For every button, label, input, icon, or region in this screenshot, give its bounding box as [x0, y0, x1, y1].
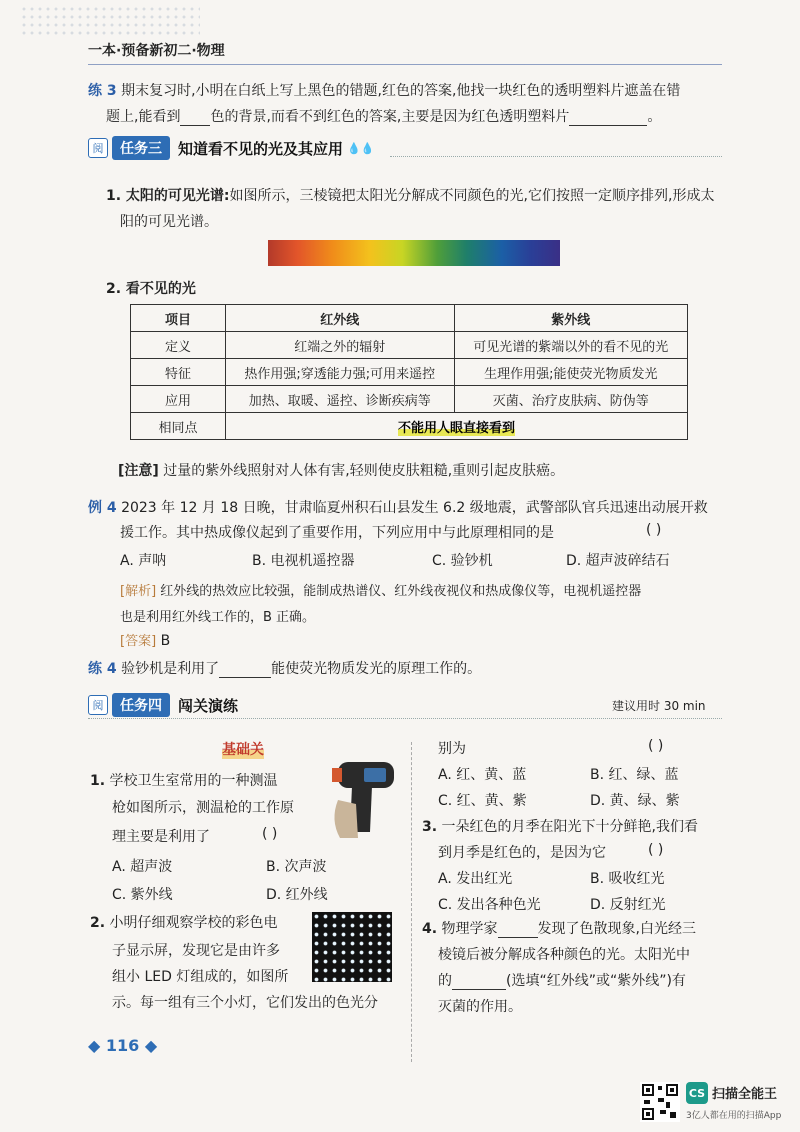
qr-code-icon	[640, 1082, 680, 1122]
note: [注意] 过量的紫外线照射对人体有害,轻则使皮肤粗糙,重则引起皮肤癌。	[118, 463, 565, 479]
q1-option-c: C. 紫外线	[112, 887, 173, 903]
answer-blank[interactable]	[180, 111, 210, 126]
example4-line2: 援工作。其中热成像仪起到了重要作用，下列应用中与此原理相同的是	[120, 525, 554, 541]
example4-option-b: B. 电视机遥控器	[252, 553, 355, 569]
example4-option-a: A. 声呐	[120, 553, 167, 569]
q2-line3: 组小 LED 灯组成的，如图所	[112, 969, 289, 985]
example4-option-c: C. 验钞机	[432, 553, 493, 569]
task4-heading	[88, 692, 238, 718]
column-divider	[411, 742, 412, 1062]
q3-line2: 到月季是红色的，是因为它	[438, 845, 606, 861]
task3-label: 任务三	[112, 136, 170, 160]
example4-line1: 例 4 2023 年 12 月 18 日晚，甘肃临夏州积石山县发生 6.2 级地震，武警部队官兵迅速出动展开救	[88, 500, 708, 516]
example4-answer-paren: ( )	[646, 522, 662, 538]
book-icon: 阅	[88, 695, 108, 715]
table-row: 相同点 不能用人眼直接看到	[131, 413, 688, 440]
q2-option-a: A. 红、黄、蓝	[438, 767, 527, 783]
example4-label: 例 4	[88, 500, 117, 516]
brand-name: 扫描全能王	[712, 1087, 778, 1102]
q3-answer-paren: ( )	[648, 842, 664, 858]
q1-option-b: B. 次声波	[266, 859, 327, 875]
level-basic: 基础关	[222, 739, 264, 759]
invisible-light-heading: 2. 看不见的光	[106, 281, 196, 297]
q2-line4: 示。每一组有三个小灯，它们发出的色光分	[112, 995, 378, 1011]
camscanner-logo-icon: CS	[686, 1082, 708, 1104]
q3-line1: 3. 一朵红色的月季在阳光下十分鲜艳,我们看	[422, 819, 698, 835]
practice3-line2: 题上,能看到 色的背景,而看不到红色的答案,主要是因为红色透明塑料片 。	[106, 109, 662, 125]
divider	[390, 156, 722, 157]
thermometer-gun-image	[328, 760, 402, 840]
q1-line1: 1. 学校卫生室常用的一种测温	[90, 773, 278, 789]
light-comparison-table	[130, 304, 688, 440]
divider	[88, 718, 722, 719]
q4-line3: 的 (选填“红外线”或“紫外线”)有	[438, 973, 686, 989]
suggested-time: 建议用时 30 min	[612, 699, 706, 713]
q2-line2: 子显示屏，发现它是由许多	[112, 943, 280, 959]
answer-blank[interactable]	[569, 111, 647, 126]
task3-heading	[88, 135, 374, 161]
decorative-dot-grid	[20, 5, 200, 35]
example4-option-d: D. 超声波碎结石	[566, 553, 670, 569]
spectrum-paragraph-line1: 1. 太阳的可见光谱:如图所示，三棱镜把太阳光分解成不同颜色的光,它们按照一定顺序排列,形成太	[106, 188, 715, 204]
q3-option-b: B. 吸收红光	[590, 871, 665, 887]
q3-option-a: A. 发出红光	[438, 871, 513, 887]
brand-slogan: 3亿人都在用的扫描App	[686, 1111, 782, 1121]
q2-option-d: D. 黄、绿、紫	[590, 793, 680, 809]
q2-continuation: 别为	[438, 741, 466, 757]
visible-spectrum-image	[268, 240, 560, 266]
q2-option-c: C. 红、黄、紫	[438, 793, 527, 809]
task4-label: 任务四	[112, 693, 170, 717]
example4-analysis-line2: 也是利用红外线工作的，B 正确。	[120, 610, 316, 625]
answer-blank[interactable]	[498, 923, 538, 938]
answer-blank[interactable]	[219, 663, 271, 678]
page-header: 一本·预备新初二·物理	[88, 43, 225, 59]
q2-answer-paren: ( )	[648, 738, 664, 754]
q1-option-a: A. 超声波	[112, 859, 173, 875]
answer-blank[interactable]	[452, 975, 506, 990]
practice4-label: 练 4	[88, 661, 117, 677]
practice4: 练 4 验钞机是利用了 能使荧光物质发光的原理工作的。	[88, 661, 482, 677]
q4-line2: 棱镜后被分解成各种颜色的光。太阳光中	[438, 947, 690, 963]
led-screen-image	[312, 912, 392, 982]
header-rule	[88, 64, 722, 65]
practice3-line1: 练 3 期末复习时,小明在白纸上写上黑色的错题,红色的答案,他找一块红色的透明塑料片遮盖在错	[88, 83, 681, 99]
q3-option-c: C. 发出各种色光	[438, 897, 541, 913]
example4-analysis-line1: [解析] 红外线的热效应比较强，能制成热谱仪、红外线夜视仪和热成像仪等，电视机遥控器	[120, 584, 642, 599]
common-property: 不能用人眼直接看到	[397, 420, 515, 436]
example4-answer: [答案] B	[120, 633, 171, 649]
q4-line1: 4. 物理学家 发现了色散现象,白光经三	[422, 921, 696, 937]
table-row: 定义 红端之外的辐射 可见光谱的紫端以外的看不见的光	[131, 332, 688, 359]
q2-line1: 2. 小明仔细观察学校的彩色电	[90, 915, 278, 931]
q1-line2: 枪如图所示，测温枪的工作原	[112, 800, 294, 816]
q1-answer-paren: ( )	[262, 826, 278, 842]
table-row: 应用 加热、取暖、遥控、诊断疾病等 灭菌、治疗皮肤病、防伪等	[131, 386, 688, 413]
q1-line3: 理主要是利用了	[112, 829, 210, 845]
book-icon: 阅	[88, 138, 108, 158]
drops-icon: 💧💧	[347, 141, 375, 155]
task3-title: 知道看不见的光及其应用	[178, 139, 344, 158]
table-header-row: 项目 红外线 紫外线	[131, 305, 688, 332]
task4-title: 闯关演练	[178, 696, 239, 715]
spectrum-paragraph-line2: 阳的可见光谱。	[120, 214, 218, 230]
q3-option-d: D. 反射红光	[590, 897, 666, 913]
table-row: 特征 热作用强;穿透能力强;可用来遥控 生理作用强;能使荧光物质发光	[131, 359, 688, 386]
page-number: ◆ 116 ◆	[88, 1036, 158, 1055]
q2-option-b: B. 红、绿、蓝	[590, 767, 679, 783]
q4-line4: 灭菌的作用。	[438, 999, 522, 1015]
practice3-label: 练 3	[88, 83, 117, 99]
q1-option-d: D. 红外线	[266, 887, 328, 903]
